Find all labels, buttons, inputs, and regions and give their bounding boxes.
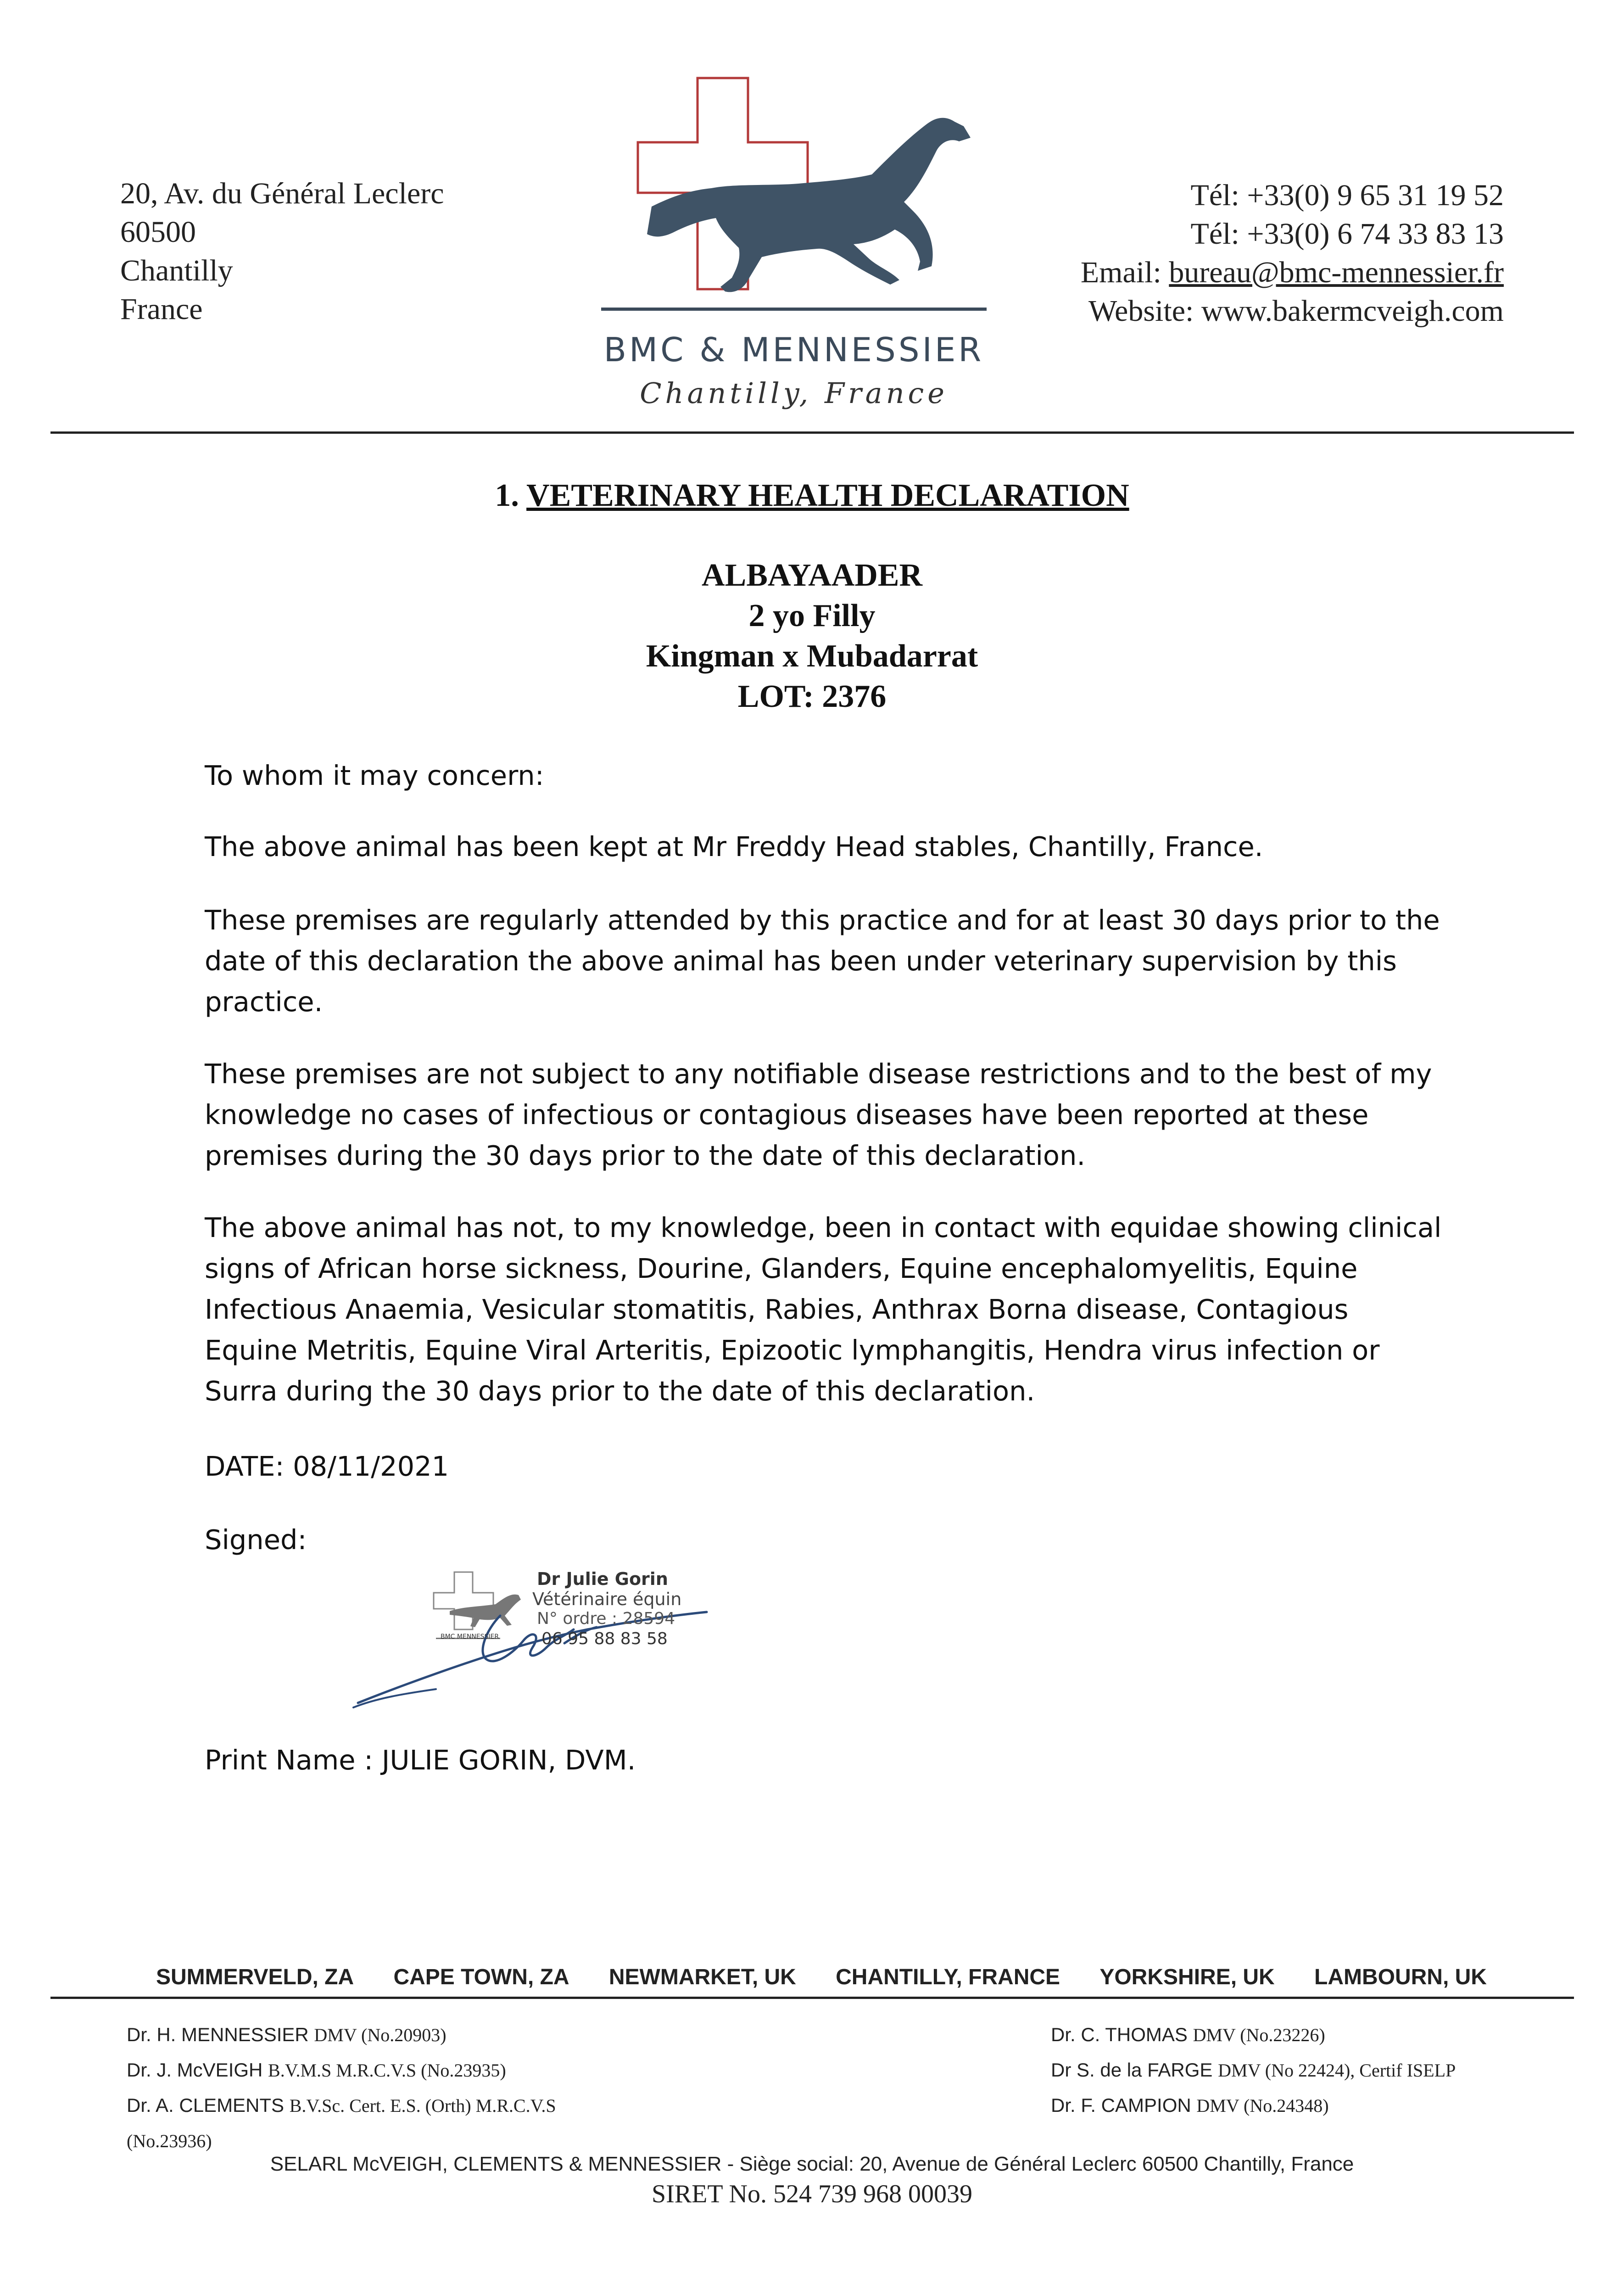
company-registration: SELARL McVEIGH, CLEMENTS & MENNESSIER - Siège social: 20, Avenue de Général Leclerc 60500 Chantilly, France <box>270 2153 1354 2175</box>
vet-name: Dr. F. CAMPION <box>1051 2094 1191 2116</box>
title-number: 1. <box>495 478 519 513</box>
vet-entry <box>127 2088 556 2123</box>
vet-credentials: DMV (No.24348) <box>1196 2095 1329 2116</box>
signed-label: Signed: <box>205 1524 307 1556</box>
logo-location: Chantilly, France <box>640 376 948 410</box>
stamp-phone: 06 95 88 83 58 <box>541 1629 668 1648</box>
vets-list-right <box>1051 2017 1456 2123</box>
phone-1: Tél: +33(0) 9 65 31 19 52 <box>1190 179 1504 212</box>
stamp-title: Vétérinaire équin <box>532 1589 682 1609</box>
signature-underline <box>353 1689 436 1707</box>
location-item: CHANTILLY, FRANCE <box>836 1965 1060 1989</box>
siret-number: SIRET No. 524 739 968 00039 <box>652 2180 972 2208</box>
vet-credentials: B.V.Sc. Cert. E.S. (Orth) M.R.C.V.S <box>289 2095 556 2116</box>
lot-number: LOT: 2376 <box>737 679 887 714</box>
location-item: LAMBOURN, UK <box>1314 1965 1487 1989</box>
salutation: To whom it may concern: <box>205 760 544 791</box>
horse-details <box>0 555 1624 717</box>
vet-entry <box>127 2053 556 2088</box>
address-street: 20, Av. du Général Leclerc <box>120 177 444 210</box>
stamp-name: Dr Julie Gorin <box>537 1569 668 1589</box>
vet-name: Dr S. de la FARGE <box>1051 2059 1213 2081</box>
office-locations <box>156 1965 1487 1990</box>
email-label: Email: <box>1080 256 1169 289</box>
contact-block <box>1081 176 1504 330</box>
logo-rule <box>601 308 987 311</box>
phone-2: Tél: +33(0) 6 74 33 83 13 <box>1190 217 1504 251</box>
horse-age: 2 yo Filly <box>748 598 876 633</box>
vet-credentials: DMV (No 22424), Certif ISELP <box>1218 2060 1456 2081</box>
stamp-horse-icon <box>450 1595 521 1627</box>
cross-icon <box>638 78 808 289</box>
location-item: CAPE TOWN, ZA <box>393 1965 569 1989</box>
address-country: France <box>120 292 203 326</box>
stamp-order: N° ordre : 28594 <box>537 1609 675 1628</box>
vet-entry <box>1051 2053 1456 2088</box>
location-item: NEWMARKET, UK <box>608 1965 796 1989</box>
horse-name: ALBAYAADER <box>701 558 923 593</box>
vet-credentials: DMV (No.23226) <box>1193 2025 1325 2045</box>
practice-address <box>120 174 444 329</box>
declaration-date: DATE: 08/11/2021 <box>205 1450 449 1482</box>
vet-name: Dr. H. MENNESSIER <box>127 2024 309 2045</box>
paragraph-stables: The above animal has been kept at Mr Freddy Head stables, Chantilly, France. <box>205 831 1263 862</box>
paragraph-restrictions: These premises are not subject to any notifiable disease restrictions and to the best of my knowledge no cases of infectious or contagious diseases have been reported at these premises during the 30 days prior to the date of this declaration. <box>205 1058 1432 1171</box>
footer-divider <box>50 1997 1574 1999</box>
print-name: Print Name : JULIE GORIN, DVM. <box>205 1744 636 1776</box>
vet-name: Dr. C. THOMAS <box>1051 2024 1188 2045</box>
email-link[interactable]: bureau@bmc-mennessier.fr <box>1169 256 1504 289</box>
document-title <box>0 477 1624 514</box>
email-line <box>1081 253 1504 292</box>
vet-credentials: (No.23936) <box>127 2131 212 2151</box>
vet-name: Dr. J. McVEIGH <box>127 2059 263 2081</box>
website-line[interactable]: Website: www.bakermcveigh.com <box>1088 294 1504 328</box>
vet-credentials: DMV (No.20903) <box>314 2025 446 2045</box>
vet-entry <box>1051 2088 1456 2123</box>
logo-brand-name: BMC & MENNESSIER <box>603 330 984 369</box>
stamp-cross-icon <box>434 1572 493 1629</box>
location-item: SUMMERVELD, ZA <box>156 1965 354 1989</box>
bmc-horse-cross-logo <box>597 73 991 330</box>
stamp-brand: BMC MENNESSIER <box>441 1633 499 1640</box>
vet-entry <box>1051 2017 1456 2053</box>
vet-credentials: B.V.M.S M.R.C.V.S (No.23935) <box>268 2060 506 2081</box>
vets-list-left <box>127 2017 556 2159</box>
location-item: YORKSHIRE, UK <box>1099 1965 1275 1989</box>
vet-entry <box>127 2017 556 2053</box>
horse-breeding: Kingman x Mubadarrat <box>646 638 978 674</box>
vet-name: Dr. A. CLEMENTS <box>127 2094 285 2116</box>
title-text: VETERINARY HEALTH DECLARATION <box>526 478 1129 513</box>
address-postcode: 60500 <box>120 215 196 249</box>
header-divider <box>50 431 1574 434</box>
paragraph-diseases: The above animal has not, to my knowledge, been in contact with equidae showing clinical signs of African horse sickness, Dourine, Glanders, Equine encephalomyelitis, Equine Infectious Anaemia, Vesicular stomatitis, Rabies, Anthrax Borna disease, Contagious Equine Metritis, Equine Viral Arteritis, Epizootic lymphangitis, Hendra virus infection or Surra during the 30 days prior to the date of this declaration. <box>205 1212 1442 1407</box>
address-city: Chantilly <box>120 254 233 287</box>
paragraph-supervision: These premises are regularly attended by this practice and for at least 30 days prior to the date of this declaration the above animal has been under veterinary supervision by this practice. <box>205 904 1440 1018</box>
